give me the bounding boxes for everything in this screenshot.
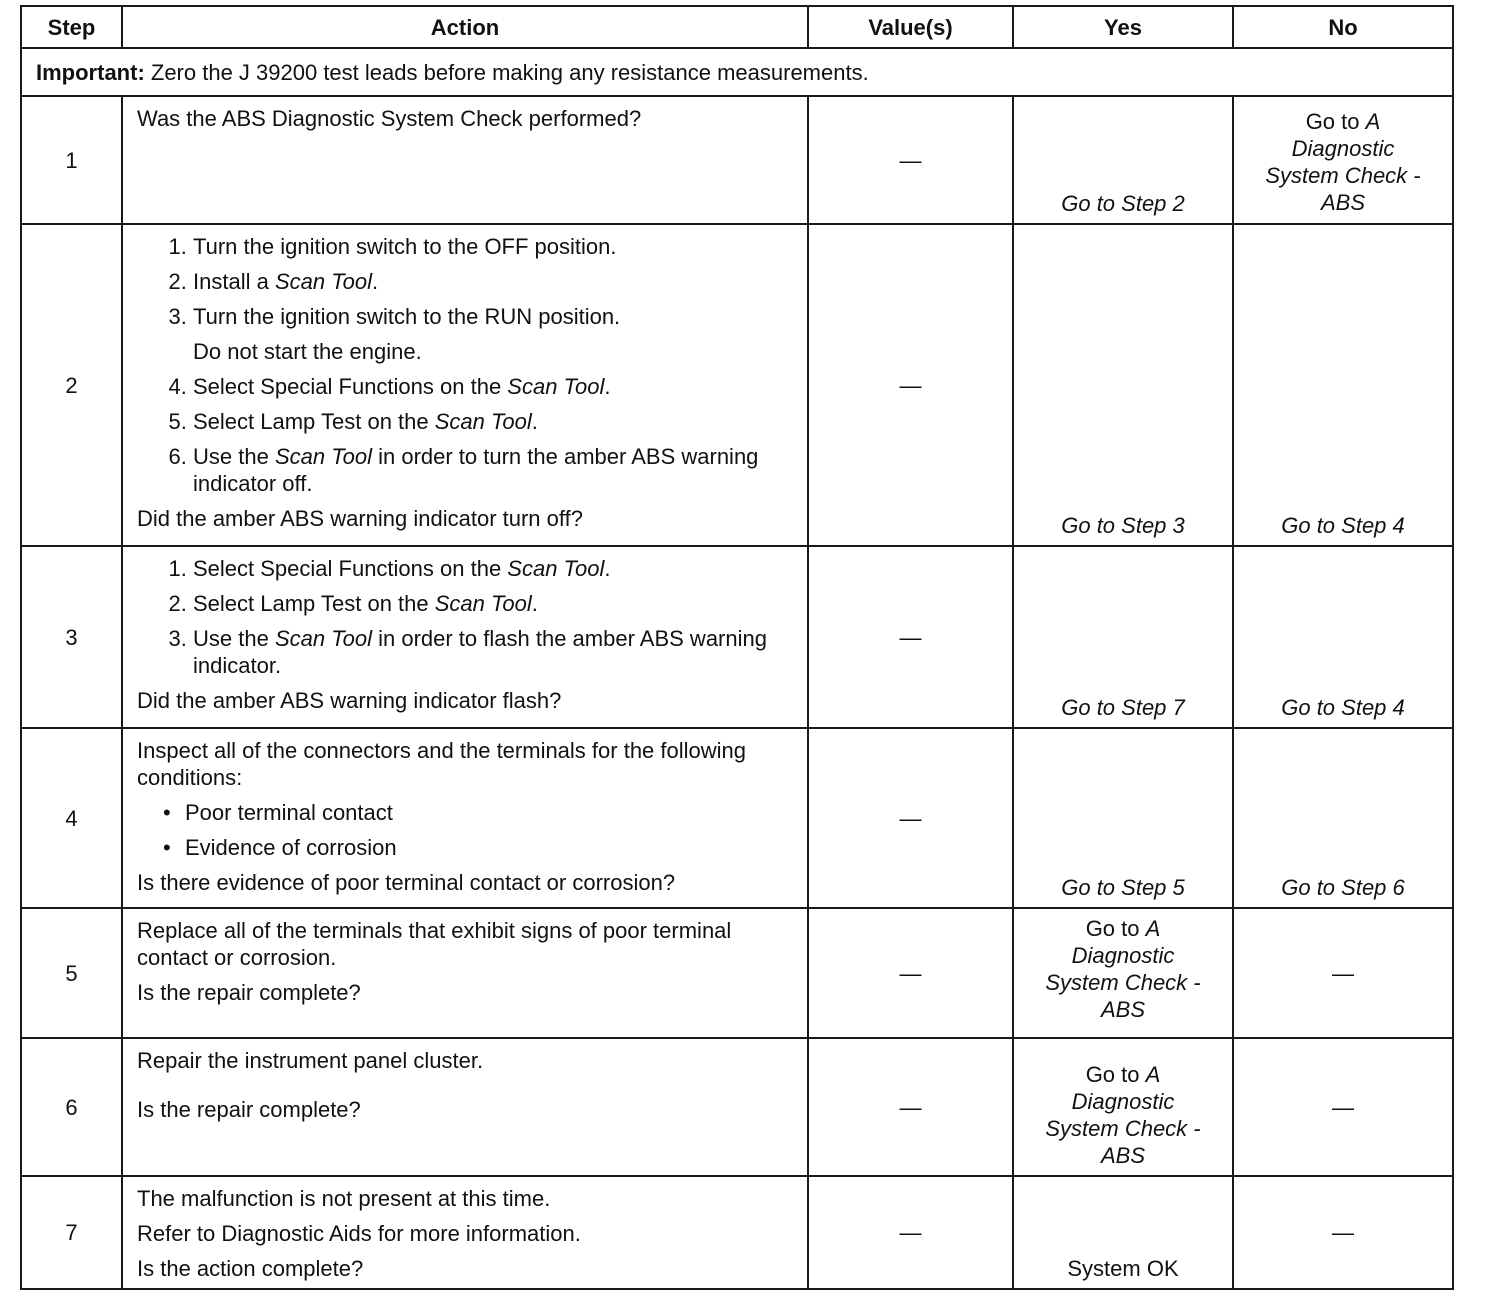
table-row	[21, 96, 1453, 224]
action-intro: Inspect all of the connectors and the terminals for the following conditions:	[137, 738, 747, 790]
action-line: Refer to Diagnostic Aids for more information.	[137, 1221, 581, 1246]
action-intro: Repair the instrument panel cluster.	[137, 1048, 484, 1073]
action-line: The malfunction is not present at this time.	[137, 1186, 551, 1211]
yes-cell	[1013, 224, 1233, 546]
no-link[interactable]: Go to Step 4	[1281, 695, 1405, 720]
value-cell: —	[808, 96, 1013, 224]
step-number: 6	[21, 1038, 122, 1176]
action-question: Is the repair complete?	[137, 1097, 361, 1122]
table-row	[21, 728, 1453, 908]
no-cell	[1233, 224, 1453, 546]
value-cell: —	[808, 728, 1013, 908]
header-yes: Yes	[1013, 6, 1233, 48]
no-cell	[1233, 96, 1453, 224]
step-number: 4	[21, 728, 122, 908]
action-steps-cont	[137, 373, 797, 497]
important-label: Important:	[36, 59, 145, 85]
action-question: Was the ABS Diagnostic System Check performed?	[137, 106, 642, 131]
action-note: Do not start the engine.	[193, 339, 422, 364]
no-cell: —	[1233, 1176, 1453, 1289]
action-step: 1. Select Special Functions on the Scan Tool.	[193, 555, 797, 582]
action-steps	[137, 233, 797, 330]
action-step: 6. Use the Scan Tool in order to turn the amber ABS warning indicator off.	[193, 443, 797, 497]
yes-link[interactable]: Go to Step 5	[1061, 875, 1185, 900]
action-question: Is the action complete?	[137, 1256, 364, 1281]
header-action: Action	[122, 6, 808, 48]
header-no: No	[1233, 6, 1453, 48]
value-cell: —	[808, 908, 1013, 1038]
action-step: 2. Install a Scan Tool.	[193, 268, 797, 295]
yes-cell	[1013, 96, 1233, 224]
yes-link[interactable]: A Diagnostic System Check - ABS	[1045, 916, 1201, 1022]
action-step: 3. Use the Scan Tool in order to flash the amber ABS warning indicator.	[193, 625, 797, 679]
action-cell	[122, 546, 808, 728]
no-link[interactable]: Go to Step 4	[1281, 513, 1405, 538]
yes-cell: System OK	[1013, 1176, 1233, 1289]
action-cell	[122, 1038, 808, 1176]
no-cell: —	[1233, 1038, 1453, 1176]
action-intro: Replace all of the terminals that exhibit signs of poor terminal contact or corrosion.	[137, 918, 732, 970]
step-number: 1	[21, 96, 122, 224]
yes-link[interactable]: Go to Step 7	[1061, 695, 1185, 720]
no-cell	[1233, 728, 1453, 908]
action-step: 2. Select Lamp Test on the Scan Tool.	[193, 590, 797, 617]
value-cell: —	[808, 1038, 1013, 1176]
value-cell: —	[808, 546, 1013, 728]
table-row	[21, 1176, 1453, 1289]
action-cell	[122, 96, 808, 224]
header-step: Step	[21, 6, 122, 48]
table-row	[21, 224, 1453, 546]
yes-cell	[1013, 728, 1233, 908]
yes-prefix: Go to	[1085, 916, 1146, 941]
condition-list	[137, 799, 797, 861]
action-step: 4. Select Special Functions on the Scan Tool.	[193, 373, 797, 400]
important-row	[21, 48, 1453, 96]
step-number: 2	[21, 224, 122, 546]
no-prefix: Go to	[1305, 109, 1366, 134]
diagnostic-table	[20, 5, 1454, 1290]
no-link[interactable]: Go to Step 6	[1281, 875, 1405, 900]
table-row	[21, 908, 1453, 1038]
action-question: Is the repair complete?	[137, 980, 361, 1005]
table-row	[21, 546, 1453, 728]
action-cell	[122, 1176, 808, 1289]
list-item: • Poor terminal contact	[185, 799, 797, 826]
yes-link[interactable]: A Diagnostic System Check - ABS	[1045, 1062, 1201, 1168]
important-note	[21, 48, 1453, 96]
list-item: • Evidence of corrosion	[185, 834, 797, 861]
yes-cell	[1013, 1038, 1233, 1176]
no-link[interactable]: A Diagnostic System Check - ABS	[1265, 109, 1421, 215]
action-question: Did the amber ABS warning indicator flash?	[137, 688, 562, 713]
action-question: Is there evidence of poor terminal contact or corrosion?	[137, 870, 676, 895]
yes-link[interactable]: Go to Step 2	[1061, 191, 1185, 216]
yes-prefix: Go to	[1085, 1062, 1146, 1087]
value-cell: —	[808, 224, 1013, 546]
yes-link[interactable]: Go to Step 3	[1061, 513, 1185, 538]
value-cell: —	[808, 1176, 1013, 1289]
action-step: 5. Select Lamp Test on the Scan Tool.	[193, 408, 797, 435]
step-number: 5	[21, 908, 122, 1038]
action-steps	[137, 555, 797, 679]
no-cell: —	[1233, 908, 1453, 1038]
action-question: Did the amber ABS warning indicator turn off?	[137, 506, 583, 531]
header-values: Value(s)	[808, 6, 1013, 48]
yes-cell	[1013, 908, 1233, 1038]
action-step: 1. Turn the ignition switch to the OFF position.	[193, 233, 797, 260]
step-number: 7	[21, 1176, 122, 1289]
yes-cell	[1013, 546, 1233, 728]
action-step: 3. Turn the ignition switch to the RUN position.	[193, 303, 797, 330]
step-number: 3	[21, 546, 122, 728]
table-row	[21, 1038, 1453, 1176]
action-cell	[122, 908, 808, 1038]
action-cell	[122, 728, 808, 908]
action-cell	[122, 224, 808, 546]
no-cell	[1233, 546, 1453, 728]
important-text: Zero the J 39200 test leads before making any resistance measurements.	[144, 59, 869, 85]
header-row	[21, 6, 1453, 48]
